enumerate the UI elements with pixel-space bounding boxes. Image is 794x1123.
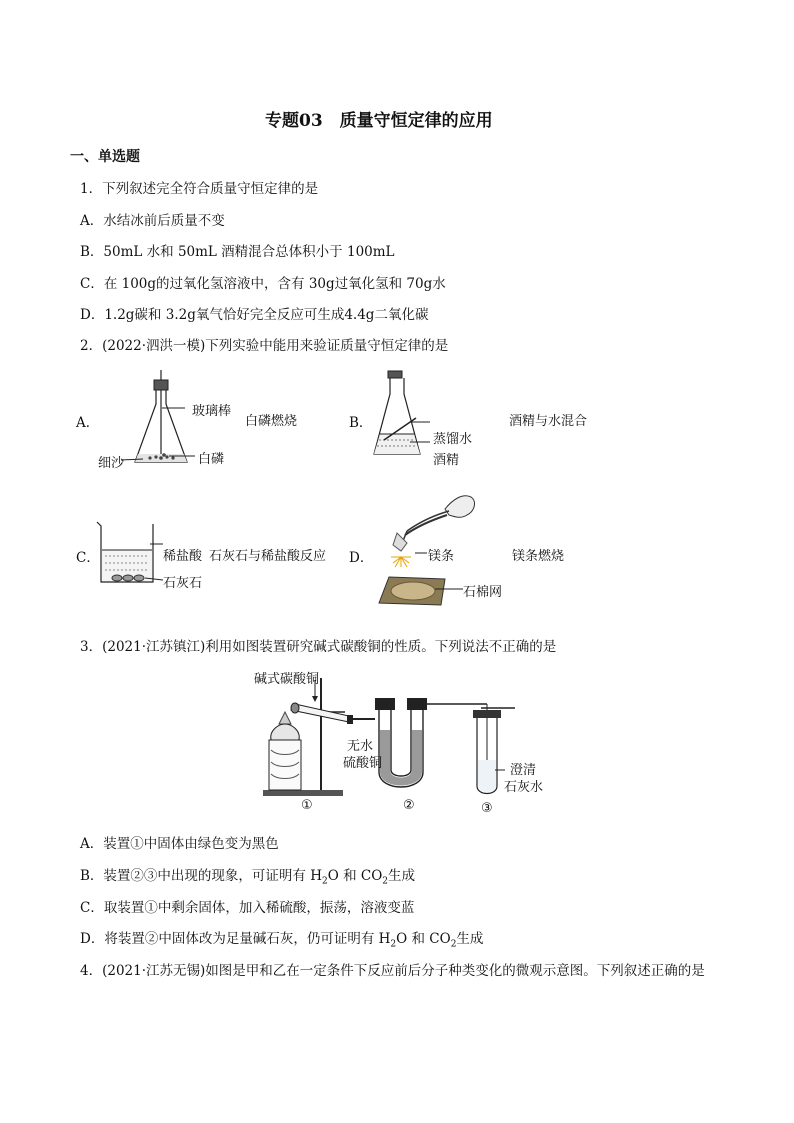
- label-dilute-hcl: 稀盐酸: [163, 549, 203, 564]
- label-white-phosphorus: 白磷: [198, 452, 225, 467]
- label-basic-copper-carbonate: 碱式碳酸铜: [254, 672, 320, 687]
- label-device-1: ①: [301, 798, 313, 813]
- label-limestone: 石灰石: [163, 576, 203, 591]
- q2-option-b-caption: 酒精与水混合: [509, 414, 588, 429]
- label-magnesium-ribbon: 镁条: [428, 549, 455, 564]
- label-anhydrous-2: 硫酸铜: [343, 756, 383, 771]
- question-1-option-b: B．50mL 水和 50mL 酒精混合总体积小于 100mL: [80, 244, 395, 260]
- flask-alcohol-water-diagram: [370, 370, 490, 465]
- q2-option-a-letter: A．: [76, 415, 100, 431]
- q2-option-a-caption: 白磷燃烧: [245, 414, 298, 429]
- q2-option-d-letter: D．: [349, 550, 374, 566]
- label-glass-rod: 玻璃棒: [192, 404, 232, 419]
- question-1-stem: 1．下列叙述完全符合质量守恒定律的是: [80, 181, 319, 197]
- page-title: 专题03 质量守恒定律的应用: [265, 111, 493, 131]
- label-device-2: ②: [403, 798, 415, 813]
- q2-option-b-letter: B．: [349, 415, 373, 431]
- label-limewater-1: 澄清: [510, 763, 537, 778]
- question-1-option-a: A．水结冰前后质量不变: [80, 213, 225, 229]
- question-4-stem: 4．(2021·江苏无锡)如图是甲和乙在一定条件下反应前后分子种类变化的微观示意图。下列叙述正确的是: [80, 963, 705, 979]
- question-1-option-c: C．在 100g的过氧化氢溶液中，含有 30g过氧化氢和 70g水: [80, 276, 446, 292]
- label-device-3: ③: [481, 801, 493, 816]
- label-limewater-2: 石灰水: [504, 780, 544, 795]
- q2-option-c-letter: C．: [76, 550, 100, 566]
- beaker-limestone-diagram: [95, 520, 170, 590]
- section-heading: 一、单选题: [70, 149, 140, 165]
- question-3-option-d: D．将装置②中固体改为足量碱石灰，仍可证明有 $H_2O$ 和 $CO_2$生成: [80, 931, 484, 950]
- q2-option-d-caption: 镁条燃烧: [512, 549, 565, 564]
- q2-option-c-caption: 石灰石与稀盐酸反应: [209, 549, 327, 564]
- label-distilled-water: 蒸馏水: [433, 432, 473, 447]
- question-3-stem: 3．(2021·江苏镇江)利用如图装置研究碱式碳酸铜的性质。下列说法不正确的是: [80, 639, 557, 655]
- question-3-option-a: A．装置①中固体由绿色变为黑色: [80, 836, 279, 852]
- label-fine-sand: 细沙: [98, 456, 125, 471]
- question-3-option-b: B．装置②③中出现的现象，可证明有 $H_2O$ 和 $CO_2$生成: [80, 868, 416, 887]
- label-asbestos-gauze: 石棉网: [463, 585, 503, 600]
- question-1-option-d: D．1.2g碳和 3.2g氧气恰好完全反应可生成4.4g二氧化碳: [80, 307, 429, 323]
- question-3-option-c: C．取装置①中剩余固体，加入稀硫酸，振荡，溶液变蓝: [80, 900, 415, 916]
- label-alcohol: 酒精: [433, 453, 460, 468]
- label-anhydrous-1: 无水: [347, 739, 374, 754]
- question-2-stem: 2．(2022·泗洪一模)下列实验中能用来验证质量守恒定律的是: [80, 338, 449, 354]
